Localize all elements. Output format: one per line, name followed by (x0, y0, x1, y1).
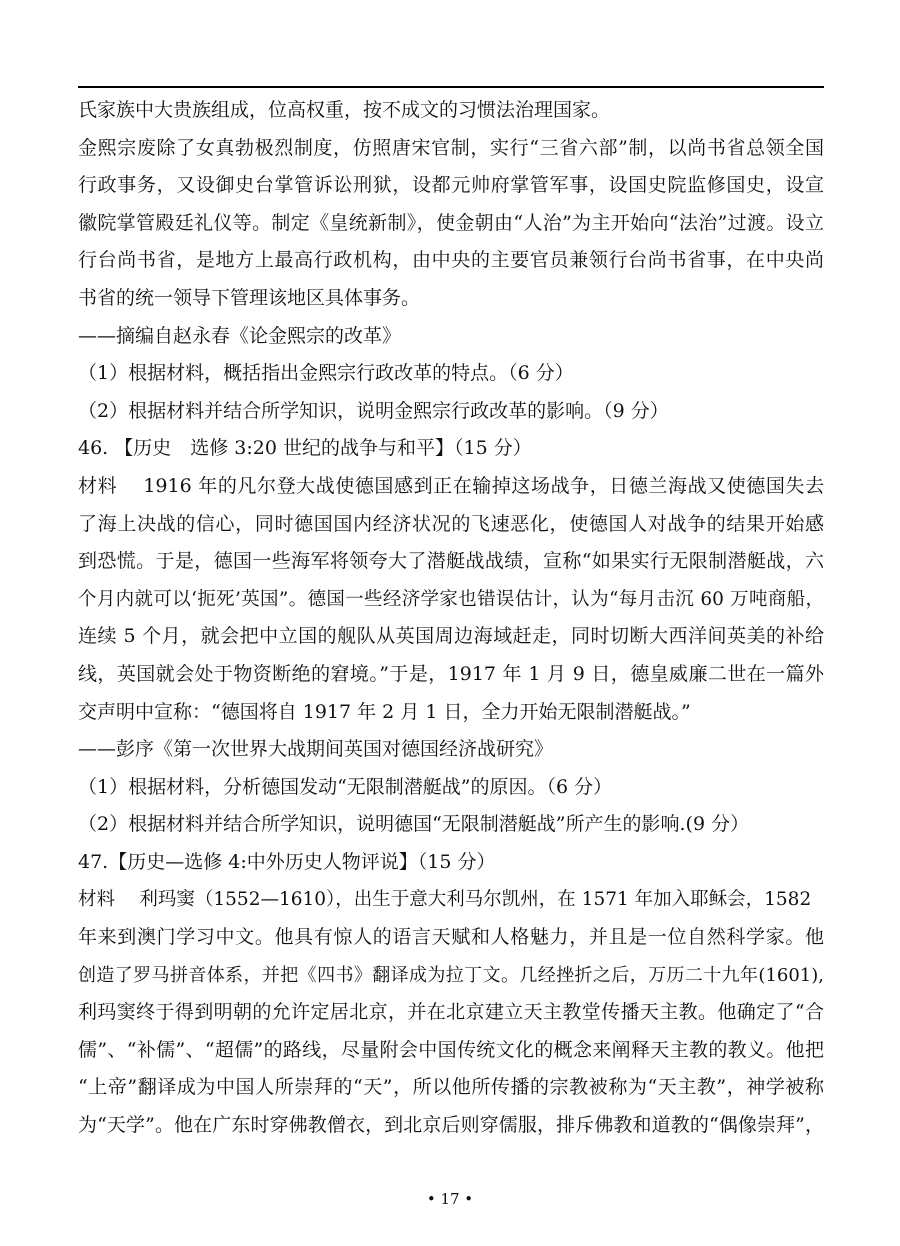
text-line: （2）根据材料并结合所学知识，说明金熙宗行政改革的影响。（9 分） (78, 399, 669, 422)
text-line: 书省的统一领导下管理该地区具体事务。 (78, 286, 421, 309)
text-line: 行政事务，又设御史台掌管诉讼刑狱，设都元帅府掌管军事，设国史院监修国史，设宣 (78, 174, 824, 197)
text-line: （2）根据材料并结合所学知识，说明德国“无限制潜艇战”所产生的影响.(9 分） (78, 813, 750, 836)
page-number: • 17 • (426, 1190, 474, 1208)
text-line: 线，英国就会处于物资断绝的窘境。”于是，1917 年 1 月 9 日，德皇威廉二世在一篇外 (78, 662, 824, 685)
text-line: ——摘编自赵永春《论金熙宗的改革》 (78, 324, 402, 347)
text-line: 创造了罗马拼音体系，并把《四书》翻译成为拉丁文。几经挫折之后，万历二十九年(1601), (78, 964, 824, 986)
text-line: 47.【历史—选修 4:中外历史人物评说】（15 分） (78, 850, 496, 873)
text-line: 了海上决战的信心，同时德国国内经济状况的飞速恶化，使德国人对战争的结果开始感 (78, 512, 824, 535)
text-line: 年来到澳门学习中文。他具有惊人的语言天赋和人格魅力，并且是一位自然科学家。他 (78, 926, 824, 949)
text-line: ——彭序《第一次世界大战期间英国对德国经济战研究》 (78, 738, 554, 761)
text-line: 连续 5 个月，就会把中立国的舰队从英国周边海域赶走，同时切断大西洋间英美的补给 (78, 625, 824, 648)
text-line: （1）根据材料，分析德国发动“无限制潜艇战”的原因。（6 分） (78, 775, 613, 798)
text-line: 为“天学”。他在广东时穿佛教僧衣，到北京后则穿儒服，排斥佛教和道教的“偶像崇拜”， (78, 1114, 824, 1137)
text-line: 徽院掌管殿廷礼仪等。制定《皇统新制》，使金朝由“人治”为主开始向“法治”过渡。设立 (78, 211, 824, 234)
text-line: 到恐慌。于是，德国一些海军将领夸大了潜艇战战绩，宣称“如果实行无限制潜艇战，六 (78, 550, 824, 573)
text-line: 行台尚书省，是地方上最高行政机构，由中央的主要官员兼领行台尚书省事，在中央尚 (78, 249, 824, 272)
header-rule (78, 86, 824, 88)
text-line: 材料 1916 年的凡尔登大战使德国感到正在输掉这场战争，日德兰海战又使德国失去 (78, 474, 824, 497)
text-line: 金熙宗废除了女真勃极烈制度，仿照唐宋官制，实行“三省六部”制，以尚书省总领全国 (78, 136, 824, 159)
text-line: 个月内就可以‘扼死’英国”。德国一些经济学家也错误估计，认为“每月击沉 60 万吨商船， (78, 588, 824, 610)
text-line: 儒”、“补儒”、“超儒”的路线，尽量附会中国传统文化的概念来阐释天主教的教义。他把 (78, 1038, 824, 1061)
text-line: 利玛窦终于得到明朝的允许定居北京，并在北京建立天主教堂传播天主教。他确定了“合 (78, 1001, 824, 1024)
text-line: 氏家族中大贵族组成，位高权重，按不成文的习惯法治理国家。 (78, 99, 611, 121)
text-line: （1）根据材料，概括指出金熙宗行政改革的特点。（6 分） (78, 362, 574, 385)
text-line: “上帝”翻译成为中国人所崇拜的“天”，所以他所传播的宗教被称为“天主教”，神学被称 (78, 1076, 824, 1099)
page-body (78, 92, 824, 1145)
text-line: 交声明中宣称：“德国将自 1917 年 2 月 1 日，全力开始无限制潜艇战。” (78, 700, 691, 723)
text-line: 46. 【历史 选修 3:20 世纪的战争与和平】（15 分） (78, 437, 532, 460)
text-line: 材料 利玛窦（1552—1610），出生于意大利马尔凯州，在 1571 年加入耶稣会，1582 (78, 889, 812, 911)
